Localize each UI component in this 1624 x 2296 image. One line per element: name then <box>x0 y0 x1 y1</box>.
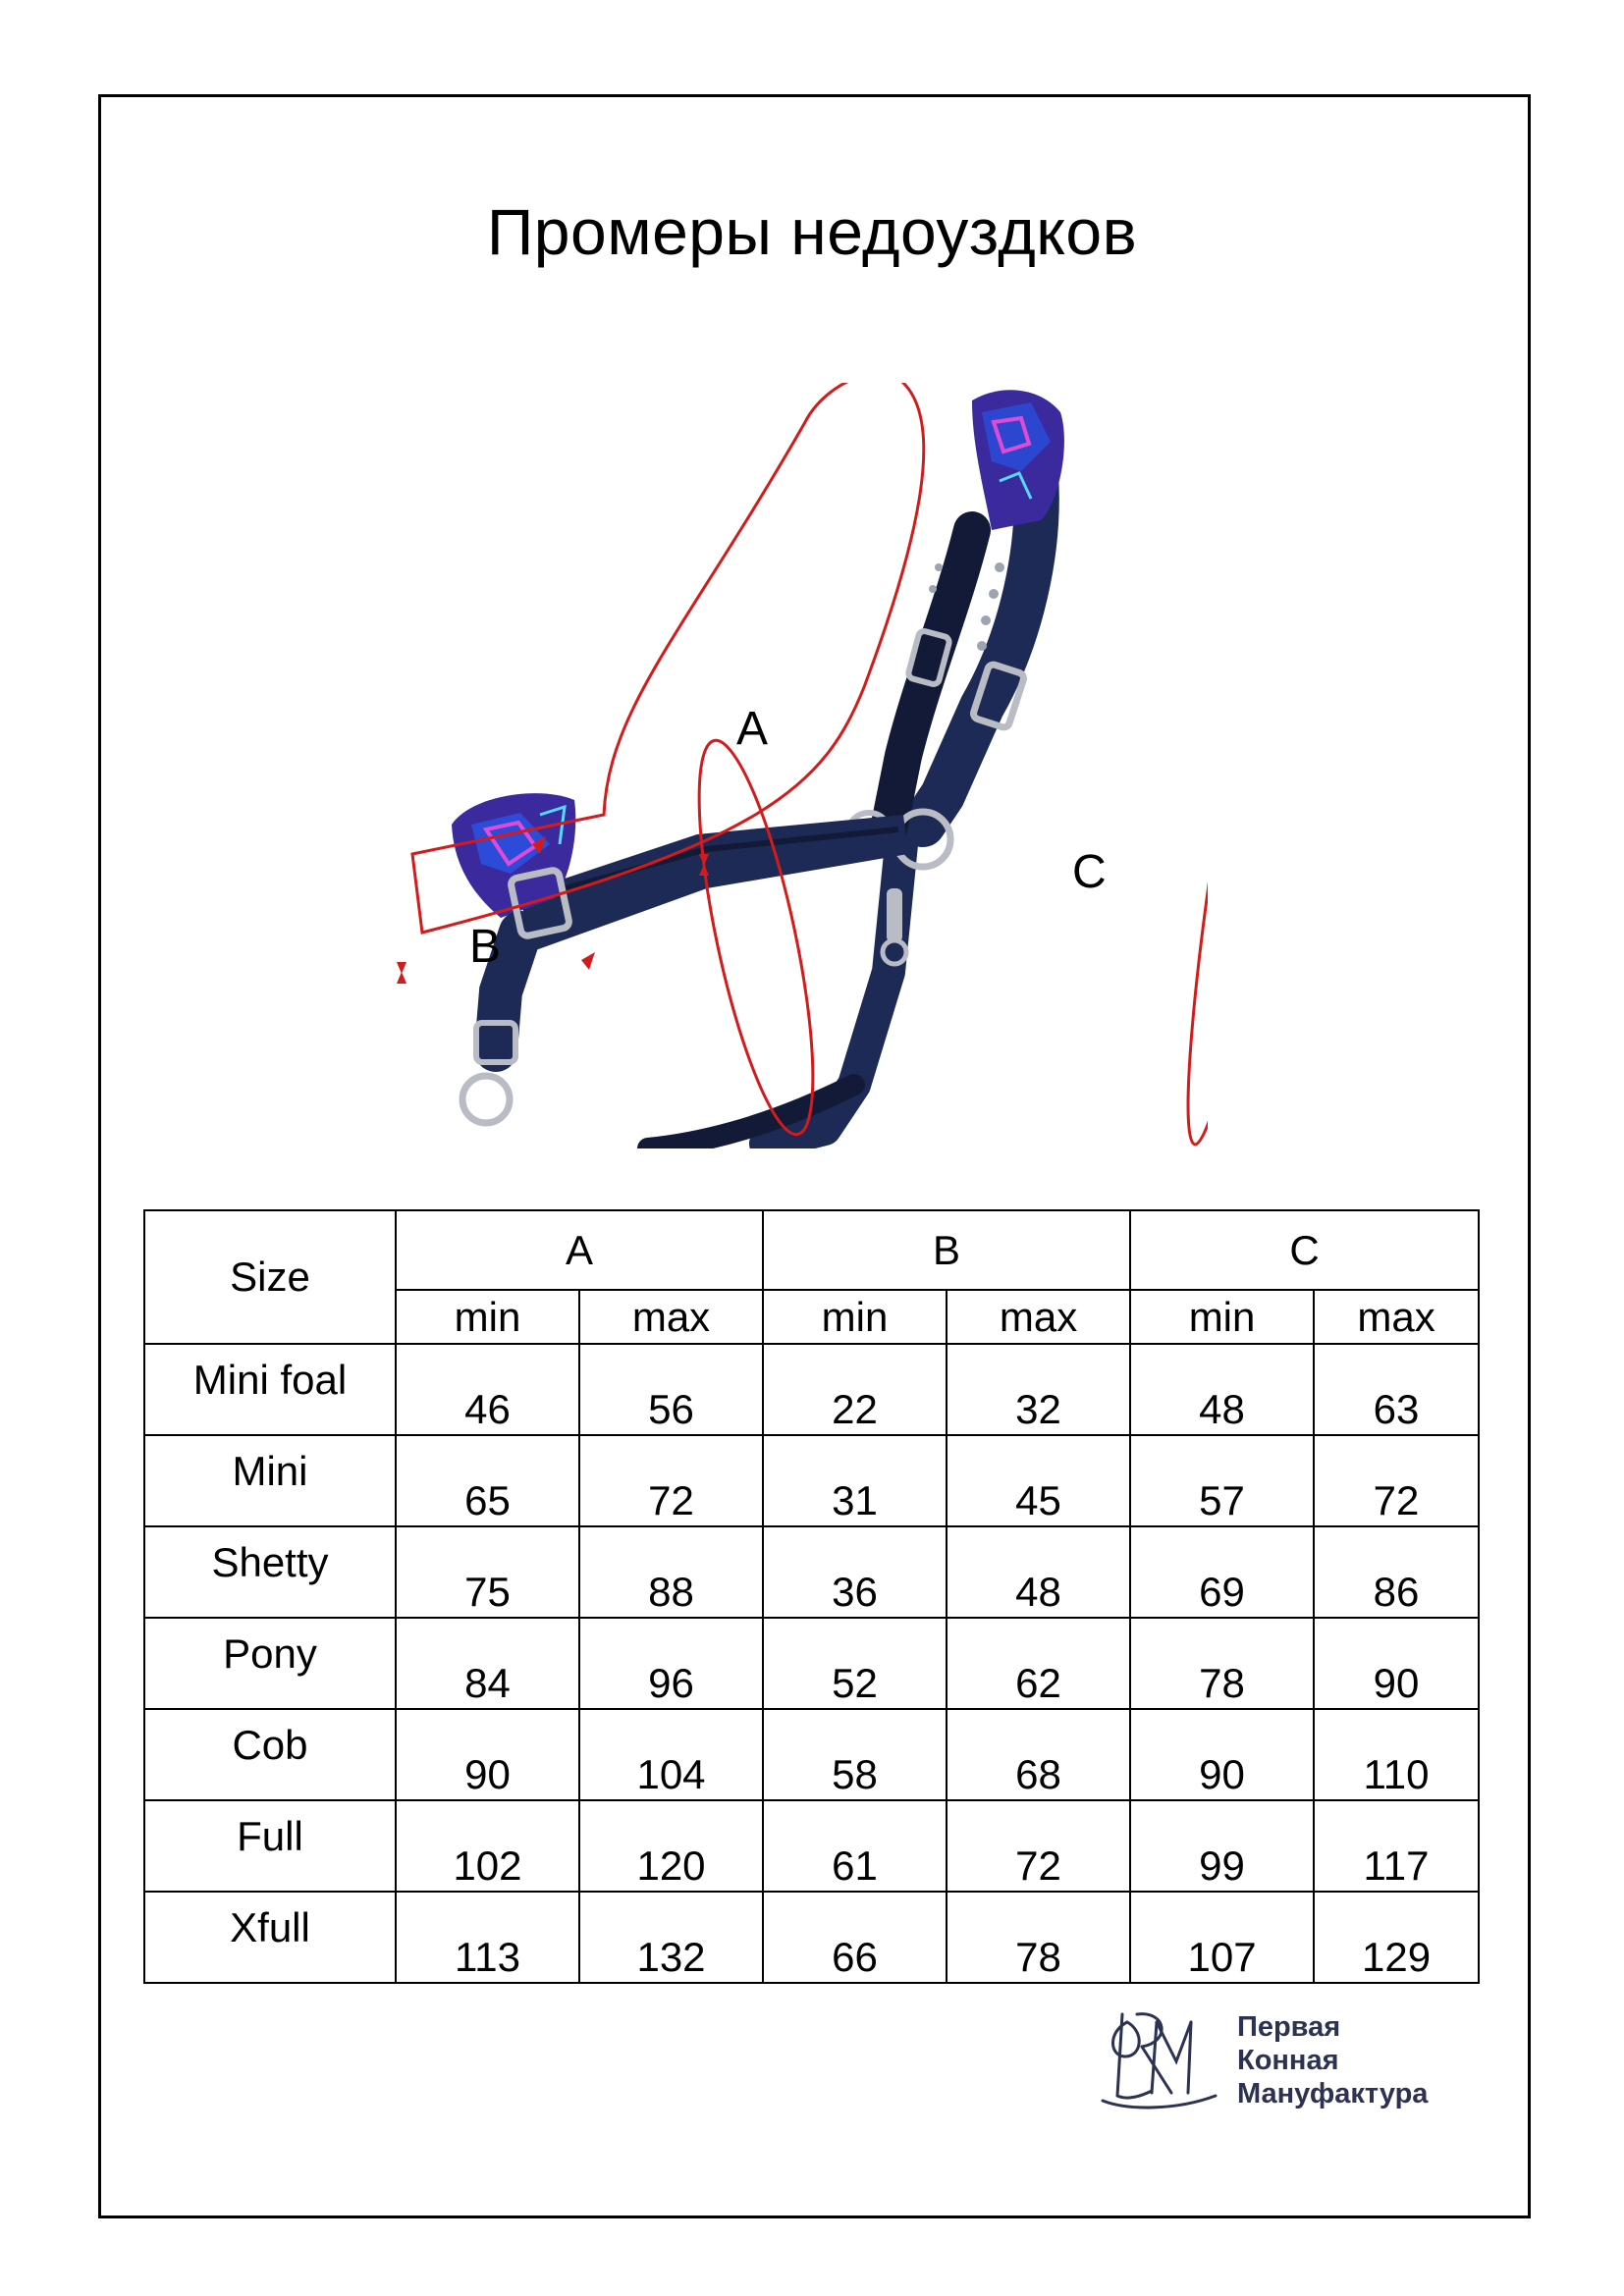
cell-c-max: 129 <box>1314 1892 1479 1983</box>
cell-b-min: 36 <box>763 1526 947 1618</box>
cell-c-min: 107 <box>1130 1892 1314 1983</box>
header-group-b: B <box>763 1210 1130 1290</box>
brand-name <box>1237 2010 1428 2110</box>
lead-clip <box>887 888 902 942</box>
cell-a-max: 96 <box>579 1618 763 1709</box>
cell-b-min: 31 <box>763 1435 947 1526</box>
cell-c-max: 72 <box>1314 1435 1479 1526</box>
cell-a-min: 46 <box>396 1344 579 1435</box>
cell-a-min: 65 <box>396 1435 579 1526</box>
row-size: Cob <box>144 1709 396 1800</box>
cell-b-min: 58 <box>763 1709 947 1800</box>
cell-a-max: 56 <box>579 1344 763 1435</box>
header-group-c: C <box>1130 1210 1479 1290</box>
cell-a-min: 90 <box>396 1709 579 1800</box>
cell-b-min: 22 <box>763 1344 947 1435</box>
cell-c-min: 57 <box>1130 1435 1314 1526</box>
halter-diagram <box>393 383 1208 1148</box>
row-size: Shetty <box>144 1526 396 1618</box>
label-a: A <box>736 703 769 755</box>
cell-c-max: 86 <box>1314 1526 1479 1618</box>
header-size: Size <box>144 1210 396 1344</box>
table-row <box>144 1800 1479 1892</box>
label-b: B <box>469 921 502 973</box>
brand-line-2: Конная <box>1237 2045 1339 2076</box>
cell-a-min: 113 <box>396 1892 579 1983</box>
cell-a-max: 88 <box>579 1526 763 1618</box>
subheader-a-min: min <box>396 1290 579 1344</box>
subheader-b-max: max <box>947 1290 1130 1344</box>
row-size: Full <box>144 1800 396 1892</box>
row-size: Mini foal <box>144 1344 396 1435</box>
cell-b-min: 66 <box>763 1892 947 1983</box>
cell-c-min: 90 <box>1130 1709 1314 1800</box>
table-row <box>144 1892 1479 1983</box>
cell-b-max: 62 <box>947 1618 1130 1709</box>
cell-c-max: 117 <box>1314 1800 1479 1892</box>
cell-c-max: 63 <box>1314 1344 1479 1435</box>
size-table <box>143 1209 1480 1984</box>
brand-line-3: Мануфактура <box>1237 2078 1429 2109</box>
cell-a-max: 72 <box>579 1435 763 1526</box>
measure-line-b <box>676 732 836 1143</box>
table-row <box>144 1526 1479 1618</box>
cell-b-max: 45 <box>947 1435 1130 1526</box>
cell-a-min: 75 <box>396 1526 579 1618</box>
table-row <box>144 1618 1479 1709</box>
brand-line-1: Первая <box>1237 2011 1341 2043</box>
row-size: Xfull <box>144 1892 396 1983</box>
cell-b-max: 72 <box>947 1800 1130 1892</box>
cell-a-max: 120 <box>579 1800 763 1892</box>
row-size: Pony <box>144 1618 396 1709</box>
row-size: Mini <box>144 1435 396 1526</box>
cell-c-min: 48 <box>1130 1344 1314 1435</box>
label-c: C <box>1072 846 1107 898</box>
cell-b-max: 68 <box>947 1709 1130 1800</box>
cell-c-min: 69 <box>1130 1526 1314 1618</box>
cell-b-max: 48 <box>947 1526 1130 1618</box>
cell-b-max: 78 <box>947 1892 1130 1983</box>
monogram-icon <box>1098 2002 1225 2120</box>
cell-c-max: 110 <box>1314 1709 1479 1800</box>
cell-b-min: 52 <box>763 1618 947 1709</box>
cell-a-min: 84 <box>396 1618 579 1709</box>
table-row <box>144 1709 1479 1800</box>
cell-a-max: 132 <box>579 1892 763 1983</box>
subheader-a-max: max <box>579 1290 763 1344</box>
subheader-b-min: min <box>763 1290 947 1344</box>
cell-c-min: 99 <box>1130 1800 1314 1892</box>
subheader-c-min: min <box>1130 1290 1314 1344</box>
measure-line-c <box>1167 481 1208 1148</box>
table-row <box>144 1435 1479 1526</box>
page-title: Промеры недоуздков <box>486 195 1138 268</box>
cell-a-max: 104 <box>579 1709 763 1800</box>
cell-b-min: 61 <box>763 1800 947 1892</box>
table-row <box>144 1344 1479 1435</box>
subheader-c-max: max <box>1314 1290 1479 1344</box>
cell-c-max: 90 <box>1314 1618 1479 1709</box>
chin-ring <box>462 1076 510 1123</box>
header-group-a: A <box>396 1210 763 1290</box>
cell-a-min: 102 <box>396 1800 579 1892</box>
cell-c-min: 78 <box>1130 1618 1314 1709</box>
cell-b-max: 32 <box>947 1344 1130 1435</box>
brand-logo <box>1098 2002 1471 2120</box>
